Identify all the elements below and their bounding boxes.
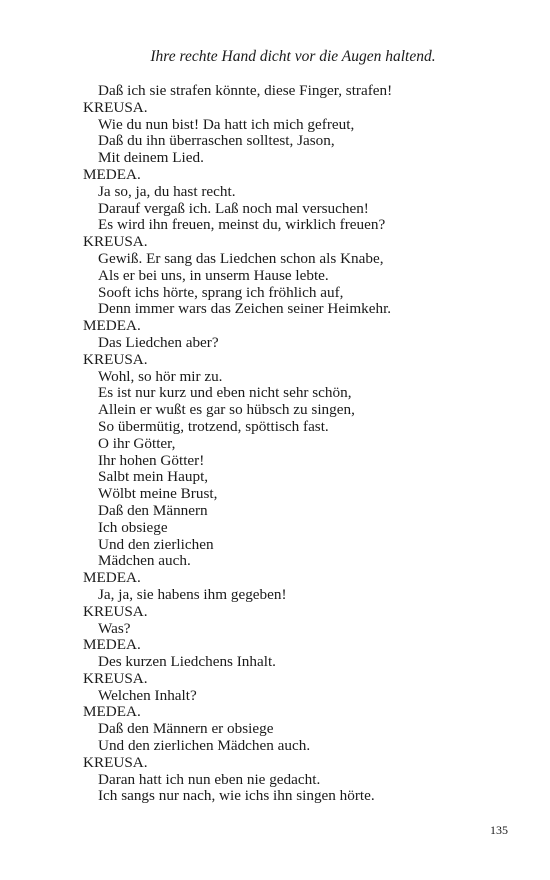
verse-line: Ich sangs nur nach, wie ichs ihn singen hörte. [98, 787, 375, 805]
speaker-name: KREUSA. [83, 350, 148, 368]
stage-direction: Ihre rechte Hand dicht vor die Augen haltend. [150, 48, 436, 65]
speaker-name: MEDEA. [83, 569, 141, 587]
speaker-name: KREUSA. [83, 233, 148, 251]
verse-line: Und den zierlichen Mädchen auch. [98, 737, 311, 755]
verse-line: Sooft ichs hörte, sprang ich fröhlich auf, [98, 283, 344, 301]
verse-line: Daran hatt ich nun eben nie gedacht. [98, 770, 321, 788]
speaker-name: MEDEA. [83, 317, 141, 335]
verse-line: Wölbt meine Brust, [98, 485, 218, 503]
verse-line: O ihr Götter, [98, 434, 176, 452]
speaker-name: MEDEA. [83, 703, 141, 721]
verse-line: Des kurzen Liedchens Inhalt. [98, 653, 276, 671]
speaker-name: KREUSA. [83, 98, 148, 116]
verse-line: Ihr hohen Götter! [98, 451, 205, 469]
verse-line: Daß den Männern [98, 501, 208, 519]
verse-line: Als er bei uns, in unserm Hause lebte. [98, 266, 329, 284]
speaker-name: MEDEA. [83, 636, 141, 654]
verse-line: Wohl, so hör mir zu. [98, 367, 223, 385]
verse-line: Mit deinem Lied. [98, 149, 204, 167]
verse-line: Daß du ihn überraschen solltest, Jason, [98, 132, 335, 150]
verse-line: Es ist nur kurz und eben nicht sehr schön, [98, 384, 352, 402]
verse-line: Es wird ihn freuen, meinst du, wirklich freuen? [98, 216, 386, 234]
verse-line: Salbt mein Haupt, [98, 468, 209, 486]
verse-line: Gewiß. Er sang das Liedchen schon als Knabe, [98, 249, 384, 267]
verse-line: Das Liedchen aber? [98, 333, 219, 351]
verse-line: Mädchen auch. [98, 552, 191, 570]
dialogue-text [83, 83, 523, 805]
verse-line: Wie du nun bist! Da hatt ich mich gefreut, [98, 115, 355, 133]
verse-line: Ja so, ja, du hast recht. [98, 182, 236, 200]
verse-line: Allein er wußt es gar so hübsch zu singen, [98, 401, 355, 419]
verse-line: Ich obsiege [98, 518, 168, 536]
verse-line: Ja, ja, sie habens ihm gegeben! [98, 585, 287, 603]
verse-line: Darauf vergaß ich. Laß noch mal versuchen! [98, 199, 369, 217]
verse-line: Was? [98, 619, 131, 637]
speaker-name: KREUSA. [83, 669, 148, 687]
page-number: 135 [490, 823, 508, 837]
speaker-name: MEDEA. [83, 165, 141, 183]
speaker-name: KREUSA. [83, 602, 148, 620]
verse-line: Und den zierlichen [98, 535, 214, 553]
verse-line: Denn immer wars das Zeichen seiner Heimkehr. [98, 300, 392, 318]
verse-line: Daß den Männern er obsiege [98, 720, 274, 738]
verse-line: Welchen Inhalt? [98, 686, 197, 704]
speaker-name: KREUSA. [83, 753, 148, 771]
verse-line: So übermütig, trotzend, spöttisch fast. [98, 417, 329, 435]
verse-line: Daß ich sie strafen könnte, diese Finger, strafen! [98, 82, 393, 99]
